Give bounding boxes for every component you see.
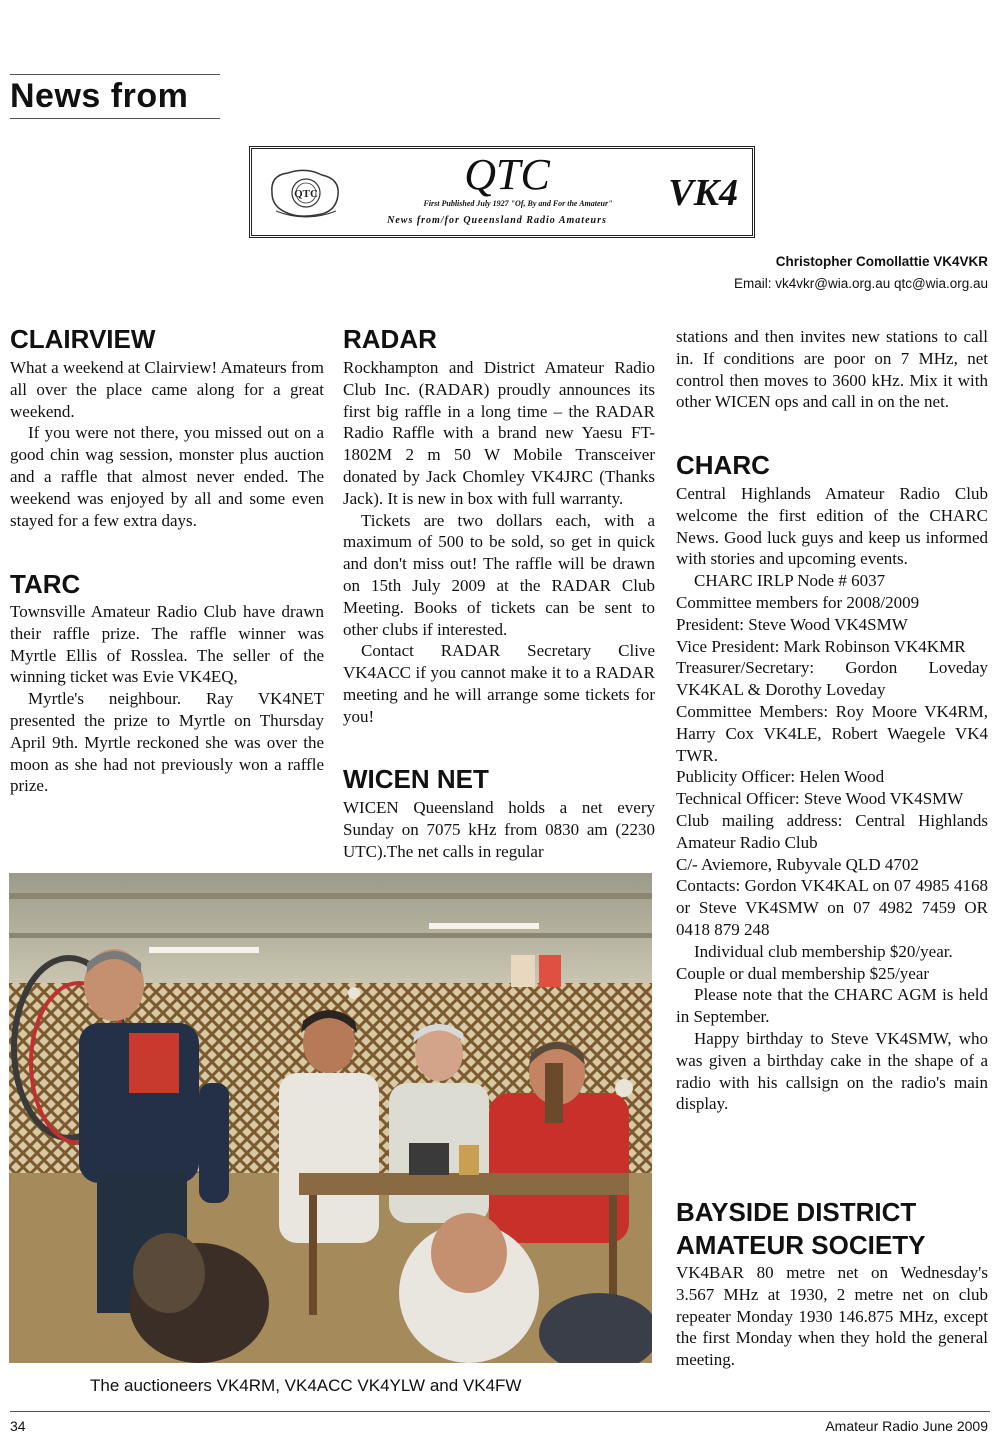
- auction-photo: [9, 873, 652, 1363]
- qtc-banner: [249, 146, 755, 238]
- paragraph: VK4BAR 80 metre net on Wednesday's 3.567 MHz at 1930, 2 metre net on club repeater Monday 1930 146.875 MHz, except the first Monday when they hold the general meeting.: [676, 1263, 988, 1370]
- paragraph: Individual club membership $20/year.: [694, 941, 953, 961]
- section-title-clairview: CLAIRVIEW: [10, 324, 156, 354]
- masthead-bottom-rule: [10, 118, 220, 119]
- paragraph: Club mailing address: Central Highlands Amateur Radio Club: [676, 810, 988, 852]
- masthead-top-rule: [10, 74, 220, 75]
- paragraph: stations and then invites new stations to call in. If conditions are poor on 7 MHz, net control then moves to 3600 kHz. Mix it with other WICEN ops and call in on the net.: [676, 327, 988, 412]
- qtc-subtitle: News from/for Queensland Radio Amateurs: [387, 215, 607, 226]
- paragraph: Townsville Amateur Radio Club have drawn their raffle prize. The raffle winner was Myrtle Ellis of Rosslea. The seller of the winning ticket was Evie VK4EQ,: [10, 602, 324, 687]
- paragraph: Please note that the CHARC AGM is held in September.: [676, 985, 988, 1027]
- paragraph: Publicity Officer: Helen Wood: [676, 767, 885, 787]
- photo-caption: The auctioneers VK4RM, VK4ACC VK4YLW and VK4FW: [90, 1376, 522, 1395]
- paragraph: Rockhampton and District Amateur Radio Club Inc. (RADAR) proudly announces its first big raffle in a long time – the RADAR Radio Raffle with a brand new Yaesu FT-1802M 2 m 50 W Mobile Transceiver donated by Jack Chomley VK4JRC (Thanks Jack). It is new in box with full warranty.: [343, 358, 655, 508]
- section-title-radar: RADAR: [343, 324, 437, 354]
- paragraph: Committee members for 2008/2009: [676, 592, 920, 612]
- paragraph: If you were not there, you missed out on a good chin wag session, monster plus auction and a raffle that almost never ended. The weekend was enjoyed by all and some even stayed for a few extra days.: [10, 423, 324, 530]
- region-label: VK4: [668, 172, 738, 214]
- paragraph: Treasurer/Secretary: Gordon Loveday VK4KAL & Dorothy Loveday: [676, 658, 988, 700]
- qtc-title: QTC: [464, 150, 550, 199]
- qtc-logo-icon: [266, 165, 346, 221]
- section-title-wicen: WICEN NET: [343, 764, 489, 794]
- tarc-body: [10, 601, 324, 797]
- first-published-line: First Published July 1927 "Of, By and For the Amateur": [423, 199, 613, 208]
- paragraph: Happy birthday to Steve VK4SMW, who was given a birthday cake in the shape of a radio with his callsign on the radio's main display.: [676, 1028, 988, 1114]
- paragraph: Myrtle's neighbour. Ray VK4NET presented the prize to Myrtle on Thursday April 9th. Myrtle reckoned she was over the moon as she had not previously won a raffle prize.: [10, 689, 324, 796]
- paragraph: WICEN Queensland holds a net every Sunday on 7075 kHz from 0830 am (2230 UTC).The net calls in regular: [343, 798, 655, 861]
- logo-text: QTC: [294, 188, 318, 200]
- page-number: 34: [10, 1418, 26, 1434]
- paragraph: Couple or dual membership $25/year: [676, 963, 930, 983]
- radar-body: [343, 357, 655, 728]
- paragraph: Contact RADAR Secretary Clive VK4ACC if you cannot make it to a RADAR meeting and he will arrange some tickets for you!: [343, 641, 655, 726]
- publication-line: Amateur Radio June 2009: [825, 1418, 988, 1434]
- charc-body: [676, 483, 988, 1115]
- paragraph: Committee Members: Roy Moore VK4RM, Harry Cox VK4LE, Robert Waegele VK4 TWR.: [676, 701, 988, 765]
- paragraph: Central Highlands Amateur Radio Club welcome the first edition of the CHARC News. Good luck guys and keep us informed with stories and upcoming events.: [676, 484, 988, 569]
- wicen-body: [343, 797, 655, 862]
- clairview-body: [10, 357, 324, 531]
- paragraph: CHARC IRLP Node # 6037: [694, 571, 886, 591]
- bayside-body: [676, 1262, 988, 1371]
- section-title-tarc: TARC: [10, 569, 81, 599]
- footer-rule: [10, 1411, 990, 1412]
- paragraph: President: Steve Wood VK4SMW: [676, 614, 908, 634]
- page-title: News from: [10, 77, 189, 115]
- paragraph: Tickets are two dollars each, with a maximum of 500 to be sold, so get in quick and don't miss out! The raffle will be drawn on 15th July 2009 at the RADAR Club Meeting. Books of tickets can be sent to other clubs if interested.: [343, 510, 655, 639]
- section-title-bayside: BAYSIDE DISTRICT AMATEUR SOCIETY: [676, 1197, 926, 1260]
- paragraph: Technical Officer: Steve Wood VK4SMW: [676, 789, 964, 809]
- paragraph: Contacts: Gordon VK4KAL on 07 4985 4168 or Steve VK4SMW on 07 4982 7459 OR 0418 879 248: [676, 876, 988, 939]
- paragraph: C/- Aviemore, Rubyvale QLD 4702: [676, 854, 919, 874]
- paragraph: What a weekend at Clairview! Amateurs from all over the place came along for a great weekend.: [10, 358, 324, 421]
- author-email: Email: vk4vkr@wia.org.au qtc@wia.org.au: [733, 276, 988, 291]
- author-name: Christopher Comollattie VK4VKR: [775, 254, 988, 269]
- wicen-continued: [676, 326, 988, 413]
- paragraph: Vice President: Mark Robinson VK4KMR: [676, 636, 966, 656]
- section-title-charc: CHARC: [676, 450, 770, 480]
